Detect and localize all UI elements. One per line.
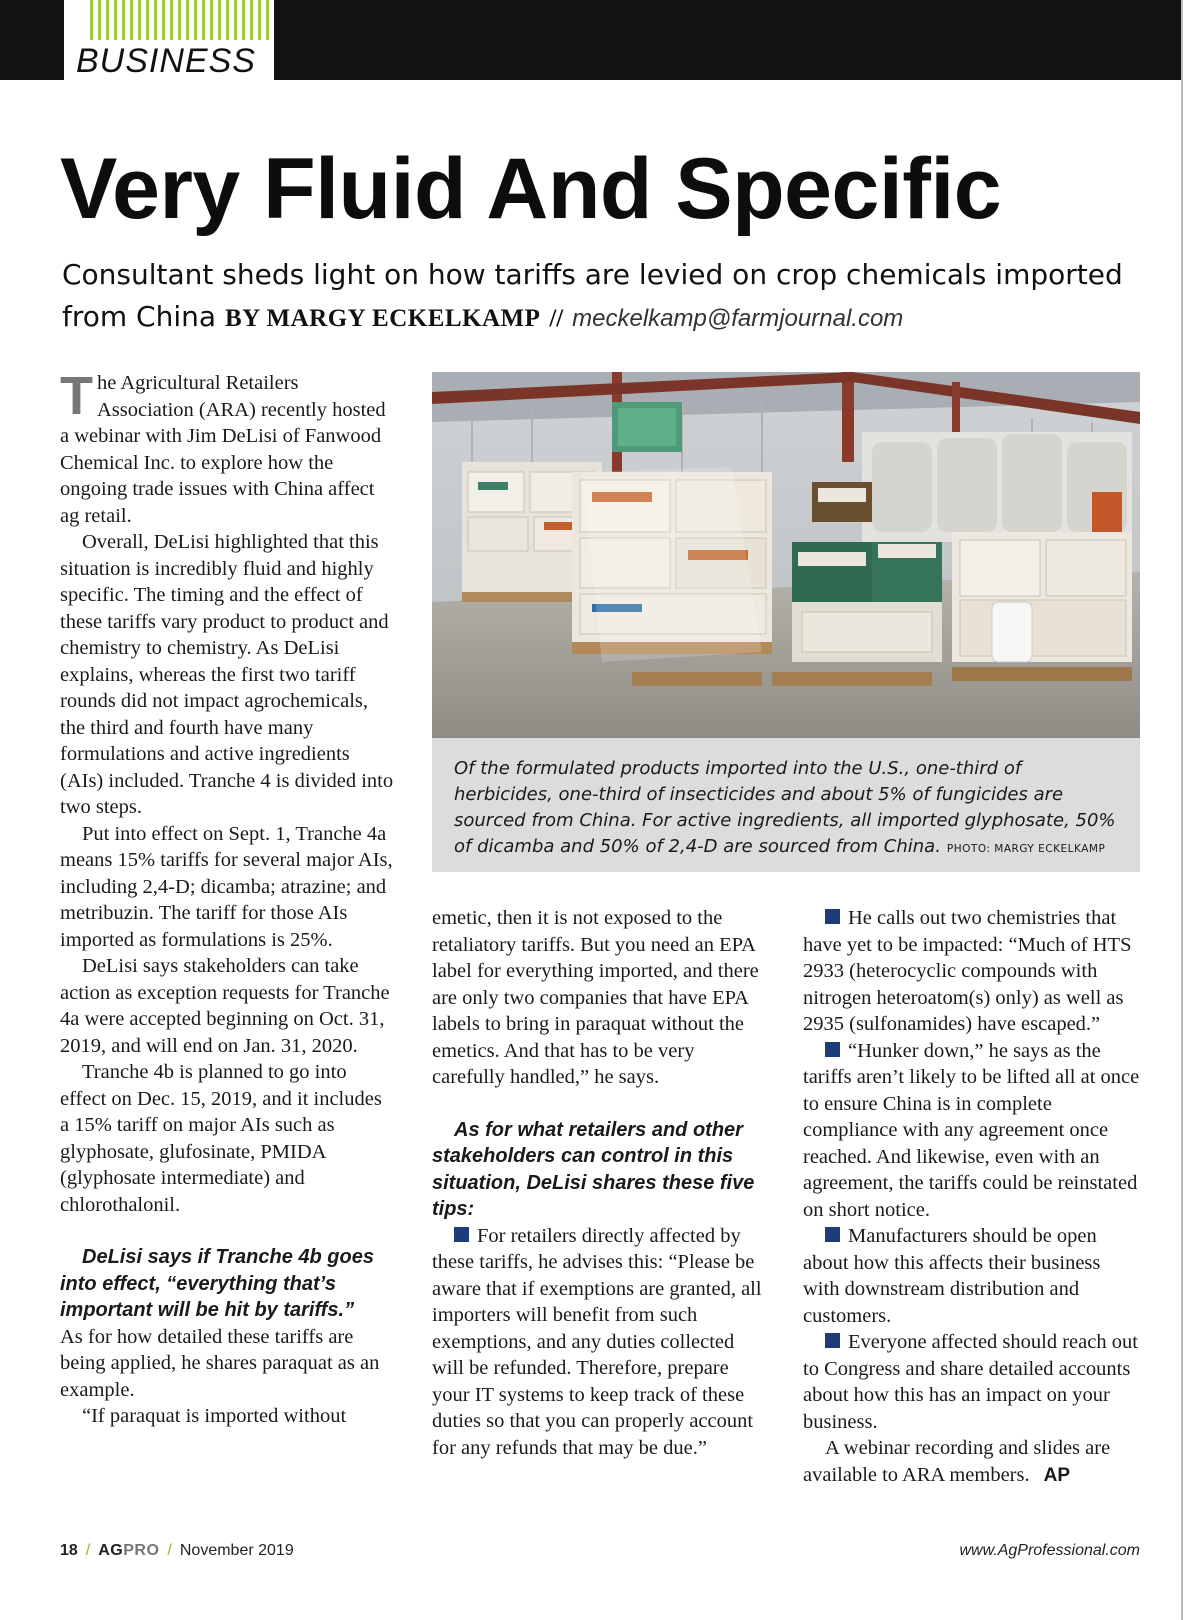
tip-3 (803, 1038, 1140, 1224)
caption-text: Of the formulated products imported into the U.S., one-third of herbicides, one-third of insecticides and about 5% of fungicides are sourced from China. For active ingredients, all imported glyphosate, 50% of dicamba and 50% of 2,4-D are sourced from China. (454, 758, 1116, 857)
warehouse-photo (432, 372, 1140, 738)
square-bullet-icon (454, 1227, 469, 1242)
tip-1-text: For retailers directly affected by these tariffs, he advises this: “Please be aware that if exemptions are granted, all importers will benefit from such exemptions, and any duties collected will be refunded. Therefore, prepare your IT systems to keep track of these duties so that you can properly account for any refunds that may be due.” (432, 1224, 762, 1459)
tip-5 (803, 1329, 1140, 1435)
column-2 (432, 905, 767, 1461)
paragraph-7: “If paraquat is imported without (82, 1405, 347, 1427)
byline: BY MARGY ECKELKAMP (224, 305, 541, 332)
issue-date: November 2019 (179, 1542, 294, 1559)
end-mark: AP (1043, 1464, 1070, 1486)
paragraph-1-text: he Agricultural Retailers Association (ARA) recently hosted a webinar with Jim DeLisi of Fanwood Chemical Inc. to explore how the ongoing trade issues with China affect ag retail. (60, 372, 386, 527)
paragraph-4: DeLisi says stakeholders can take action as exception requests for Tranche 4a were accepted beginning on Oct. 31, 2019, and will end on Jan. 31, 2020. (60, 955, 390, 1057)
column-3 (803, 905, 1140, 1489)
paragraph-3: Put into effect on Sept. 1, Tranche 4a means 15% tariffs for several major AIs, including 2,4-D; dicamba; atrazine; and metribuzin. The tariff for those AIs imported as formulations is 25%. (60, 822, 393, 951)
tip-2 (803, 905, 1140, 1038)
paragraph-8: emetic, then it is not exposed to the retaliatory tariffs. But you need an EPA label for everything imported, and there are only two companies that have EPA labels to bring in paraquat without the emetics. And that has to be very carefully handled,” he says. (432, 907, 759, 1088)
square-bullet-icon (825, 1333, 840, 1348)
pull-quote-2: As for what retailers and other stakeholders can control in this situation, DeLisi shares these five tips: (432, 1118, 755, 1220)
footer-folio (60, 1542, 294, 1560)
column-1 (60, 366, 395, 1430)
spacer (432, 1091, 767, 1117)
photo-credit: PHOTO: MARGY ECKELKAMP (946, 843, 1106, 855)
headline: Very Fluid And Specific (60, 141, 1002, 237)
page-number: 18 (60, 1542, 78, 1559)
paragraph-5: Tranche 4b is planned to go into effect on Dec. 15, 2019, and it includes a 15% tariff on major AIs such as glyphosate, glufosinate, PMIDA (glyphosate intermediate) and chlorothalonil. (60, 1061, 382, 1216)
author-email[interactable]: meckelkamp@farmjournal.com (572, 305, 904, 332)
folio-slash: / (167, 1542, 172, 1559)
square-bullet-icon (825, 909, 840, 924)
section-label: BUSINESS (76, 42, 256, 80)
tip-4-text: Manufacturers should be open about how this affects their business with downstream distribution and customers. (803, 1225, 1101, 1327)
pull-quote-1: DeLisi says if Tranche 4b goes into effect, “everything that’s important will be hit by tariffs.” (60, 1246, 374, 1321)
tip-5-text: Everyone affected should reach out to Congress and share detailed accounts about how this has an impact on your business. (803, 1331, 1138, 1433)
closing-text: A webinar recording and slides are available to ARA members. (803, 1437, 1111, 1486)
magazine-name-ag: AG (98, 1542, 124, 1559)
deck (62, 254, 1172, 340)
square-bullet-icon (825, 1227, 840, 1242)
folio-slash: / (85, 1542, 91, 1559)
section-stripes (90, 0, 270, 40)
paragraph-2: Overall, DeLisi highlighted that this situation is incredibly fluid and highly specific. The timing and the effect of these tariffs vary product to product and chemistry to chemistry. As DeLisi explains, whereas the first two tariff rounds did not impact agrochemicals, the third and fourth have many formulations and active ingredients (AIs) included. Tranche 4 is divided into two steps. (60, 531, 394, 818)
magazine-name (98, 1542, 159, 1559)
photo-caption (432, 738, 1140, 872)
magazine-name-pro: PRO (123, 1542, 160, 1559)
paragraph-1 (60, 366, 395, 529)
footer-website[interactable]: www.AgProfessional.com (959, 1542, 1140, 1559)
page-edge-rule (1181, 0, 1183, 1620)
closing-paragraph (803, 1435, 1140, 1489)
paragraph-6: As for how detailed these tariffs are being applied, he shares paraquat as an example. (60, 1325, 380, 1401)
tip-1 (432, 1223, 767, 1462)
byline-separator: // (549, 305, 564, 332)
warehouse-illustration (432, 372, 1140, 738)
tip-3-text: “Hunker down,” he says as the tariffs aren’t likely to be lifted all at once to ensure China is in complete compliance with any agreement once reached. And likewise, even with an agreement, the tariffs could be reinstated on short notice. (803, 1039, 1140, 1221)
drop-cap: T (60, 366, 93, 426)
tip-4 (803, 1223, 1140, 1329)
tip-2-text: He calls out two chemistries that have yet to be impacted: “Much of HTS 2933 (heterocyclic compounds with nitrogen heteroatom(s) only) as well as 2935 (sulfonamides) have escaped.” (803, 907, 1132, 1035)
spacer (60, 1218, 395, 1244)
deck-text: Consultant sheds light on how tariffs are levied on crop chemicals imported from China (62, 258, 1123, 333)
square-bullet-icon (825, 1042, 840, 1057)
